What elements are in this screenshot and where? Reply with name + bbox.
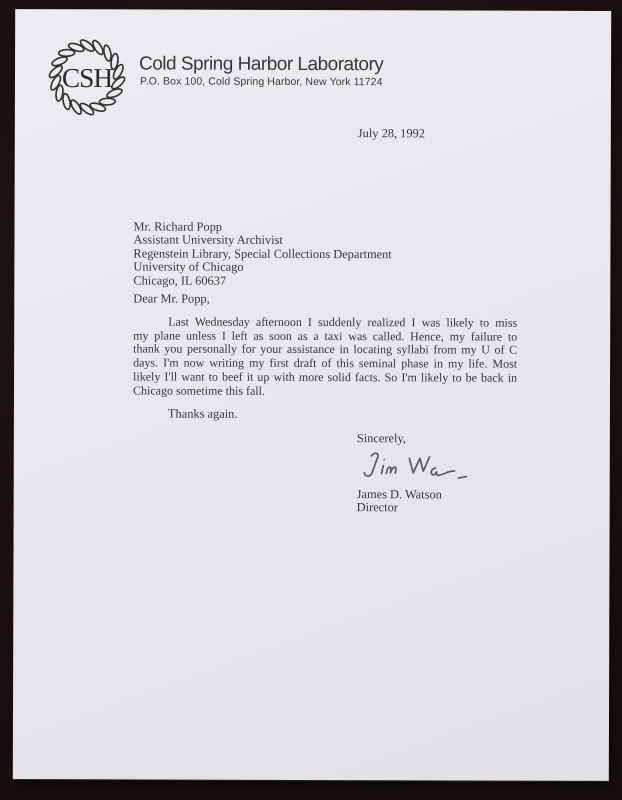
- address-line: Assistant University Archivist: [133, 232, 283, 248]
- address-line: University of Chicago: [133, 259, 244, 275]
- body-line: Last Wednesday afternoon I suddenly realized I was likely to miss: [168, 314, 518, 330]
- body-line: likely I'll want to beef it up with more solid facts. So I'm likely to be back in: [133, 369, 518, 385]
- address-line: Chicago, IL 60637: [133, 273, 227, 288]
- letter-date: July 28, 1992: [357, 126, 425, 141]
- org-address: P.O. Box 100, Cold Spring Harbor, New York 11724: [139, 75, 383, 89]
- csh-dna-ring-logo-icon: [46, 36, 128, 118]
- body-line: days. I'm now writing my first draft of this seminal phase in my life. Most: [133, 355, 518, 371]
- body-paragraph: [133, 315, 517, 398]
- signer-name: James D. Watson: [356, 487, 442, 502]
- logo-monogram: CSH: [61, 62, 113, 94]
- address-line: Regenstein Library, Special Collections Department: [133, 246, 392, 262]
- salutation: Dear Mr. Popp,: [133, 291, 210, 306]
- org-name: Cold Spring Harbor Laboratory: [139, 53, 384, 76]
- recipient-address: [133, 220, 392, 288]
- thanks-line: Thanks again.: [167, 406, 238, 421]
- signer-title: Director: [356, 500, 398, 515]
- body-line: thank you personally for your assistance in locating syllabi from my U of C: [133, 341, 518, 358]
- address-line: Mr. Richard Popp: [133, 219, 223, 234]
- handwritten-signature: [358, 450, 470, 484]
- letter-document: [13, 9, 611, 781]
- closing: Sincerely,: [356, 431, 406, 446]
- body-line: my plane unless I left as soon as a taxi was called. Hence, my failure to: [133, 328, 518, 344]
- body-line: Chicago sometime this fall.: [132, 382, 266, 398]
